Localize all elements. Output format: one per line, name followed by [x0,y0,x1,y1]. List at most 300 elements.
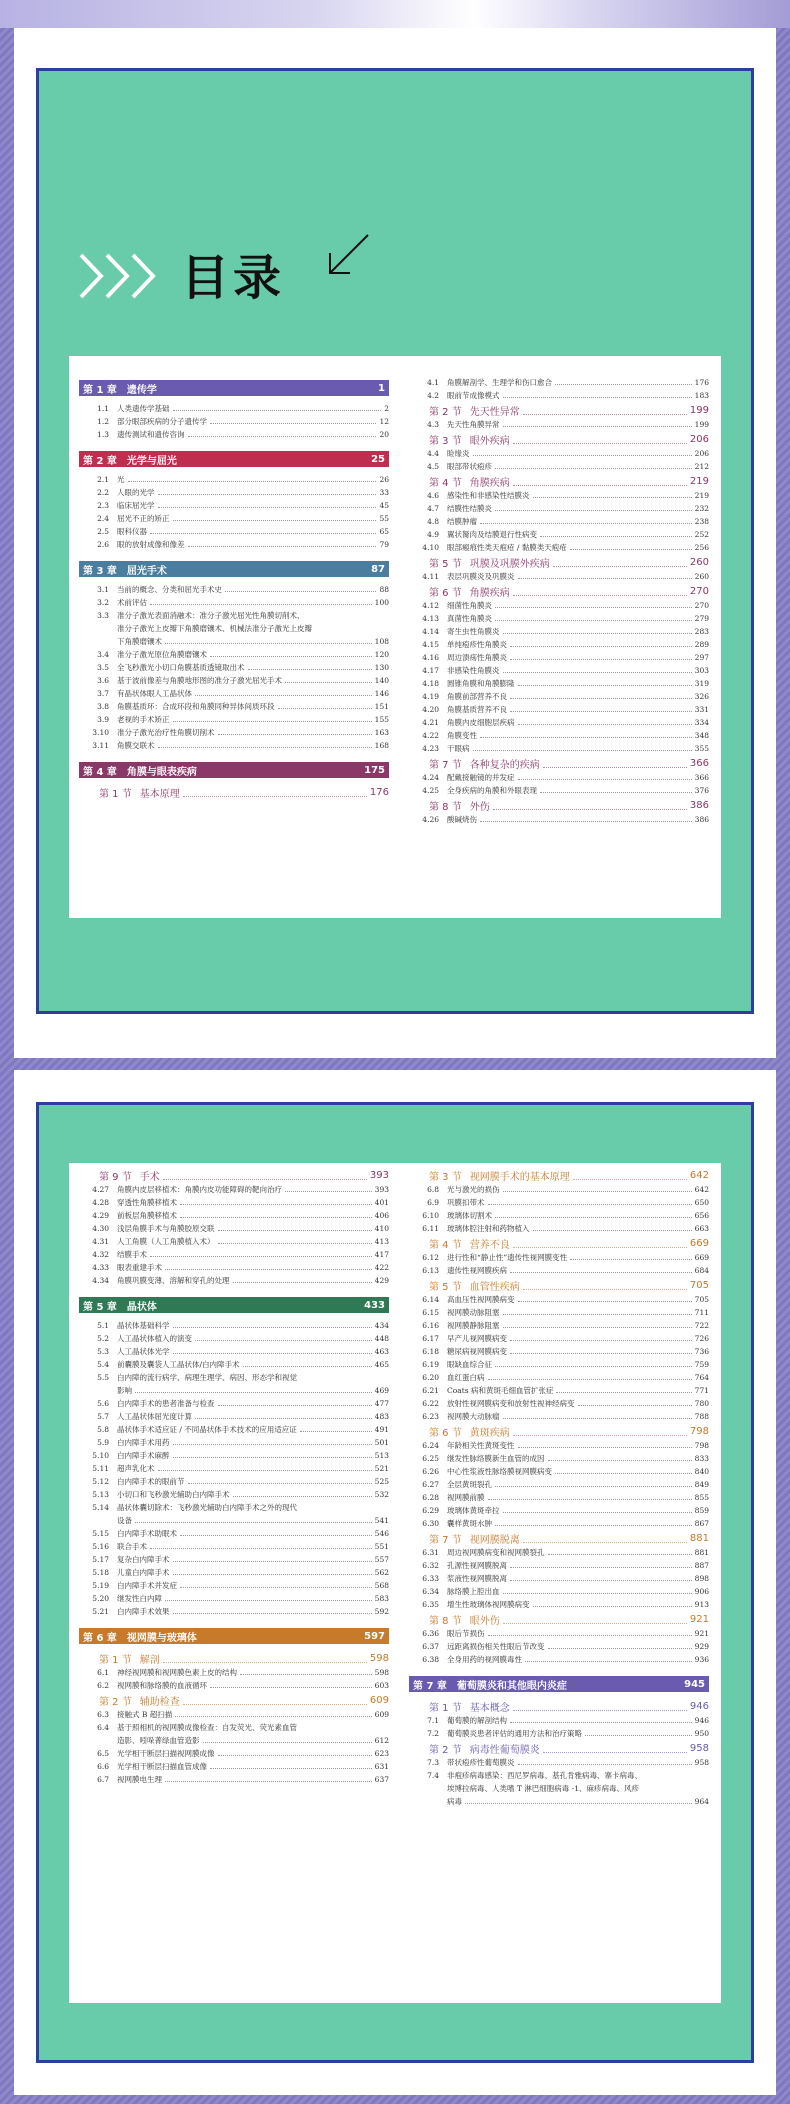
entry-page: 319 [694,679,709,688]
entry-title: 血红蛋白病 [447,1373,485,1382]
section-page: 798 [689,1425,709,1437]
entry-title: 感染性和非感染性结膜炎 [447,491,530,500]
entry-number: 5.10 [92,1451,109,1460]
entry-page: 764 [694,1373,709,1382]
entry-page: 722 [694,1321,709,1330]
entry-text [447,376,709,389]
entry-page: 260 [694,572,709,581]
toc-card-1 [14,28,776,1058]
dot-leader [556,1384,691,1393]
entry-title: 光学相干断层扫描血管成像 [117,1762,207,1771]
entry-text [447,1585,709,1598]
entry-title: 人类遗传学基础 [117,404,170,413]
entry-text [117,1540,389,1553]
entry-text [117,596,389,609]
toc-entry [409,1384,709,1397]
entry-line [447,690,709,703]
entry-title: 配戴接触镜的并发症 [447,773,515,782]
entry-number: 5.1 [97,1321,109,1330]
dot-leader [488,1196,692,1205]
entry-number: 6.12 [422,1253,439,1262]
toc-entry [79,1773,389,1786]
dot-leader [150,1248,372,1257]
toc-entry [79,1553,389,1566]
entry-text [117,726,389,739]
section-title: 各种复杂的疾病 [469,759,540,771]
entry-page: 631 [374,1762,389,1771]
spacer [79,1618,389,1624]
entry-text [117,1248,389,1261]
toc-entry [79,1666,389,1679]
entry-number: 5.11 [92,1464,109,1473]
toc-entry [79,512,389,525]
entry-text [447,1465,709,1478]
entry-page: 429 [374,1276,389,1285]
entry-number: 6.38 [422,1655,439,1664]
entry-title: 细菌性角膜炎 [447,601,492,610]
entry-title: 白内障手术的患者准备与检查 [117,1399,215,1408]
entry-line [117,1332,389,1345]
entry-page: 303 [694,666,709,675]
entry-text [447,1410,709,1423]
toc-entry [79,583,389,596]
entry-line [447,376,709,389]
toc-entry [409,460,709,473]
entry-page: 568 [374,1581,389,1590]
entry-line [447,1727,709,1740]
entry-page: 434 [374,1321,389,1330]
entry-page: 355 [694,744,709,753]
entry-page: 146 [374,689,389,698]
toc-entry [79,1462,389,1475]
entry-number: 6.29 [422,1506,439,1515]
dot-leader [518,771,692,780]
section-number: 第 4 节 [429,1239,462,1251]
entry-number: 4.17 [422,666,439,675]
entry-line [117,1734,389,1747]
entry-line [447,1478,709,1491]
entry-title: 眼部瘢痕性类天疱疮 / 黏膜类天疱疮 [447,543,567,552]
entry-page: 780 [694,1399,709,1408]
entry-text [117,1358,389,1371]
entry-title: 角膜内皮层移植术：角膜内皮功能障碍的靶向治疗 [117,1185,282,1194]
entry-line [447,1222,709,1235]
entry-title: 老视的手术矫正 [117,715,170,724]
toc-entry [79,1679,389,1692]
entry-number: 6.8 [427,1185,439,1194]
entry-number: 4.20 [422,705,439,714]
entry-line [117,428,389,441]
section-header [409,554,709,570]
entry-line [117,525,389,538]
dot-leader [518,1439,692,1448]
chapter-header [79,762,389,778]
toc-entry [409,541,709,554]
chapter-title: 角膜与眼表疾病 [126,766,197,778]
entry-title: 复杂白内障手术 [117,1555,170,1564]
dot-leader [180,1209,372,1218]
entry-title: 超声乳化术 [117,1464,155,1473]
entry-title: 浅层角膜手术与角膜胶原交联 [117,1224,215,1233]
toc-entry [409,1653,709,1666]
dot-leader [210,1760,372,1769]
entry-text [447,625,709,638]
entry-text [117,1679,389,1692]
entry-text [117,687,389,700]
section-header [409,431,709,447]
entry-title: 前板层角膜移植术 [117,1211,177,1220]
entry-title: 白内障手术效果 [117,1607,170,1616]
entry-title: 视网膜静脉阻塞 [447,1321,500,1330]
chapter-number: 第 4 章 [83,766,117,778]
entry-line [447,1559,709,1572]
entry-text [447,528,709,541]
dot-leader [495,1358,692,1367]
entry-page: 833 [694,1454,709,1463]
entry-number: 2.3 [97,501,109,510]
toc-entry [79,1196,389,1209]
toc-column-left-2 [79,1167,389,1786]
chapter-title: 遗传学 [126,384,157,396]
entry-line [117,1666,389,1679]
entry-number: 6.24 [422,1441,439,1450]
dot-leader [495,1209,692,1218]
entry-page: 297 [694,653,709,662]
entry-line [117,700,389,713]
entry-page: 238 [694,517,709,526]
section-title: 视网膜脱离 [469,1534,520,1546]
toc-entry [409,1478,709,1491]
entry-line [447,418,709,431]
entry-line [447,784,709,797]
toc-entry [409,1585,709,1598]
entry-text [447,1384,709,1397]
entry-title: 单纯疱疹性角膜炎 [447,640,507,649]
entry-line [447,664,709,677]
dot-leader [495,1478,692,1487]
entry-title: 接触式 B 超扫描 [117,1710,173,1719]
entry-number: 5.20 [92,1594,109,1603]
dot-leader [473,742,692,751]
entry-number: 2.1 [97,475,109,484]
section-title: 病毒性葡萄膜炎 [469,1744,540,1756]
toc-entry [79,1358,389,1371]
entry-title: 真菌性角膜炎 [447,614,492,623]
toc-entry [79,1248,389,1261]
toc-entry [409,1332,709,1345]
entry-number: 1.3 [97,430,109,439]
entry-page: 598 [374,1668,389,1677]
entry-page: 603 [374,1681,389,1690]
entry-text [447,1439,709,1452]
entry-line [117,402,389,415]
toc-entry [409,447,709,460]
entry-number: 5.16 [92,1542,109,1551]
entry-title: 眼部带状疱疹 [447,462,492,471]
entry-title: 眼前节成像模式 [447,391,500,400]
section-page: 881 [689,1532,709,1544]
toc-entry [79,1592,389,1605]
toc-entry [79,1708,389,1721]
entry-text [447,784,709,797]
section-header [79,1650,389,1666]
entry-number: 5.18 [92,1568,109,1577]
section-page: 705 [689,1279,709,1291]
section-title: 眼外疾病 [469,435,510,447]
dot-leader [165,635,372,644]
entry-title: 翼状胬肉及结膜退行性病变 [447,530,537,539]
dot-leader [495,1517,692,1526]
toc-entry [79,1501,389,1527]
chapter-page: 945 [684,1678,705,1690]
entry-text [447,447,709,460]
entry-page: 887 [694,1561,709,1570]
entry-line [117,1183,389,1196]
entry-line [447,1452,709,1465]
entry-text [447,1222,709,1235]
entry-line [117,1358,389,1371]
toc-entry [79,1747,389,1760]
entry-number: 3.10 [92,728,109,737]
entry-page: 469 [374,1386,389,1395]
entry-title: 角膜巩膜变薄、溶解和穿孔的处理 [117,1276,230,1285]
entry-page: 12 [379,417,389,426]
toc-entry [79,1605,389,1618]
entry-page: 465 [374,1360,389,1369]
entry-title: Coats 病和黄斑毛细血管扩张症 [447,1386,554,1395]
entry-page: 946 [694,1716,709,1725]
entry-text [447,1598,709,1611]
entry-page: 736 [694,1347,709,1356]
entry-page: 108 [374,637,389,646]
entry-text [117,1397,389,1410]
toc-entry [79,428,389,441]
entry-title: 全身用药的视网膜毒性 [447,1655,522,1664]
entry-text [447,1358,709,1371]
entry-number: 4.4 [427,449,439,458]
section-header [79,784,389,800]
entry-title: 人工晶状体植入的演变 [117,1334,192,1343]
entry-page: 100 [374,598,389,607]
entry-page: 331 [694,705,709,714]
toc-entry [79,726,389,739]
entry-text [117,1579,389,1592]
entry-number: 3.6 [97,676,109,685]
entry-title: 非疱疹病毒感染：西尼罗病毒、基孔肯雅病毒、寨卡病毒、 [447,1771,642,1780]
section-page: 921 [689,1613,709,1625]
section-number: 第 4 节 [429,477,462,489]
entry-number: 3.4 [97,650,109,659]
entry-title: 中心性浆液性脉络膜视网膜病变 [447,1467,552,1476]
toc-entry [409,515,709,528]
toc-entry [409,1559,709,1572]
toc-entry [79,596,389,609]
entry-line [447,716,709,729]
dot-leader [510,638,692,647]
entry-line [447,1782,709,1795]
entry-line [447,638,709,651]
entry-title: 遗传测试和遗传咨询 [117,430,185,439]
section-header [409,1611,709,1627]
entry-page: 151 [374,702,389,711]
entry-title: 基于波前像差与角膜地形图的准分子激光屈光手术 [117,676,282,685]
entry-line [117,739,389,752]
entry-number: 4.1 [427,378,439,387]
entry-line [117,1708,389,1721]
entry-text [117,739,389,752]
entry-number: 6.11 [422,1224,439,1233]
entry-page: 168 [374,741,389,750]
dot-leader [488,1371,692,1380]
dot-leader [585,1727,692,1736]
toc-entry [79,402,389,415]
entry-line [447,447,709,460]
entry-number: 6.30 [422,1519,439,1528]
toc-entry [79,1527,389,1540]
entry-line [117,674,389,687]
entry-title: 视网膜大动脉瘤 [447,1412,500,1421]
dot-leader [188,428,377,437]
dot-leader [158,486,377,495]
entry-number: 5.17 [92,1555,109,1564]
section-title: 黄斑疾病 [469,1427,510,1439]
chapter-title: 屈光手术 [126,565,167,577]
entry-line [117,1384,389,1397]
entry-text [117,1371,389,1397]
entry-line [447,1598,709,1611]
entry-text [117,1501,389,1527]
entry-title: 儿童白内障手术 [117,1568,170,1577]
dot-leader [180,1196,372,1205]
section-header [409,1740,709,1756]
toc-entry [79,1566,389,1579]
entry-page: 376 [694,786,709,795]
toc-entry [409,612,709,625]
entry-line [447,1627,709,1640]
toc-entry [409,1572,709,1585]
entry-line [447,1439,709,1452]
dot-leader [150,596,372,605]
entry-line [117,1488,389,1501]
entry-title: 白内障手术用药 [117,1438,170,1447]
dot-leader [548,1546,692,1555]
entry-number: 6.2 [97,1681,109,1690]
entry-page: 20 [379,430,389,439]
entry-page: 289 [694,640,709,649]
entry-line [117,1319,389,1332]
entry-number: 4.26 [422,815,439,824]
dot-leader [513,435,687,444]
dot-leader [503,1504,692,1513]
dot-leader [173,1345,372,1354]
entry-title: 病毒 [447,1797,462,1806]
entry-text [447,489,709,502]
entry-title: 圆锥角膜和角膜膨隆 [447,679,515,688]
toc-entry [79,1579,389,1592]
entry-title: 屈光不正的矫正 [117,514,170,523]
entry-title: 全飞秒激光小切口角膜基质透镜取出术 [117,663,245,672]
entry-line [117,415,389,428]
entry-title: 穿透性角膜移植术 [117,1198,177,1207]
entry-number: 6.27 [422,1480,439,1489]
entry-number: 5.7 [97,1412,109,1421]
entry-number: 5.4 [97,1360,109,1369]
dot-leader [488,1491,692,1500]
entry-text [117,415,389,428]
entry-page: 771 [694,1386,709,1395]
entry-title: 人工晶状体光学 [117,1347,170,1356]
dot-leader [173,1436,372,1445]
entry-text [117,1449,389,1462]
arrow-down-left-icon [324,231,374,281]
section-title: 眼外伤 [469,1615,500,1627]
section-number: 第 5 节 [429,558,462,570]
chapter-page: 25 [371,453,385,465]
dot-leader [533,1222,692,1231]
entry-title: 葡萄膜炎患者评估的通用方法和治疗策略 [447,1729,582,1738]
top-band [0,0,790,28]
entry-number: 3.8 [97,702,109,711]
entry-line [117,538,389,551]
toc-entry [79,1475,389,1488]
spacer [409,1666,709,1672]
entry-number: 7.3 [427,1758,439,1767]
section-header [79,1167,389,1183]
entry-line [447,1397,709,1410]
entry-line [117,713,389,726]
section-number: 第 3 节 [429,435,462,447]
entry-title: 远距离损伤相关性眼后节改变 [447,1642,545,1651]
entry-line [117,583,389,596]
section-header [409,1277,709,1293]
entry-text [117,1235,389,1248]
entry-text [447,729,709,742]
section-header [409,473,709,489]
entry-text [117,1222,389,1235]
entry-line [447,1319,709,1332]
entry-number: 6.4 [97,1723,109,1732]
entry-page: 130 [374,663,389,672]
entry-number: 5.21 [92,1607,109,1616]
entry-page: 562 [374,1568,389,1577]
entry-page: 33 [379,488,389,497]
dot-leader [285,1183,372,1192]
chapter-title: 晶状体 [126,1301,157,1313]
entry-number: 4.21 [422,718,439,727]
entry-text [117,1261,389,1274]
entry-line [117,1345,389,1358]
section-page: 260 [689,556,709,568]
dot-leader [548,1640,692,1649]
entry-page: 546 [374,1529,389,1538]
toc-entry [409,742,709,755]
entry-text [117,1196,389,1209]
chapter-number: 第 5 章 [83,1301,117,1313]
entry-number: 3.2 [97,598,109,607]
entry-title: 当前的概念、分类和屈光手术史 [117,585,222,594]
dot-leader [570,1251,692,1260]
dot-leader [165,1592,372,1601]
toc-entry [409,1439,709,1452]
entry-title: 角膜基质环：合成环段和角膜同种异体间质环段 [117,702,275,711]
entry-page: 936 [694,1655,709,1664]
toc-entry [79,700,389,713]
entry-line [447,1345,709,1358]
entry-text [447,1196,709,1209]
toc-entry [409,1727,709,1740]
entry-number: 5.2 [97,1334,109,1343]
entry-text [447,1251,709,1264]
